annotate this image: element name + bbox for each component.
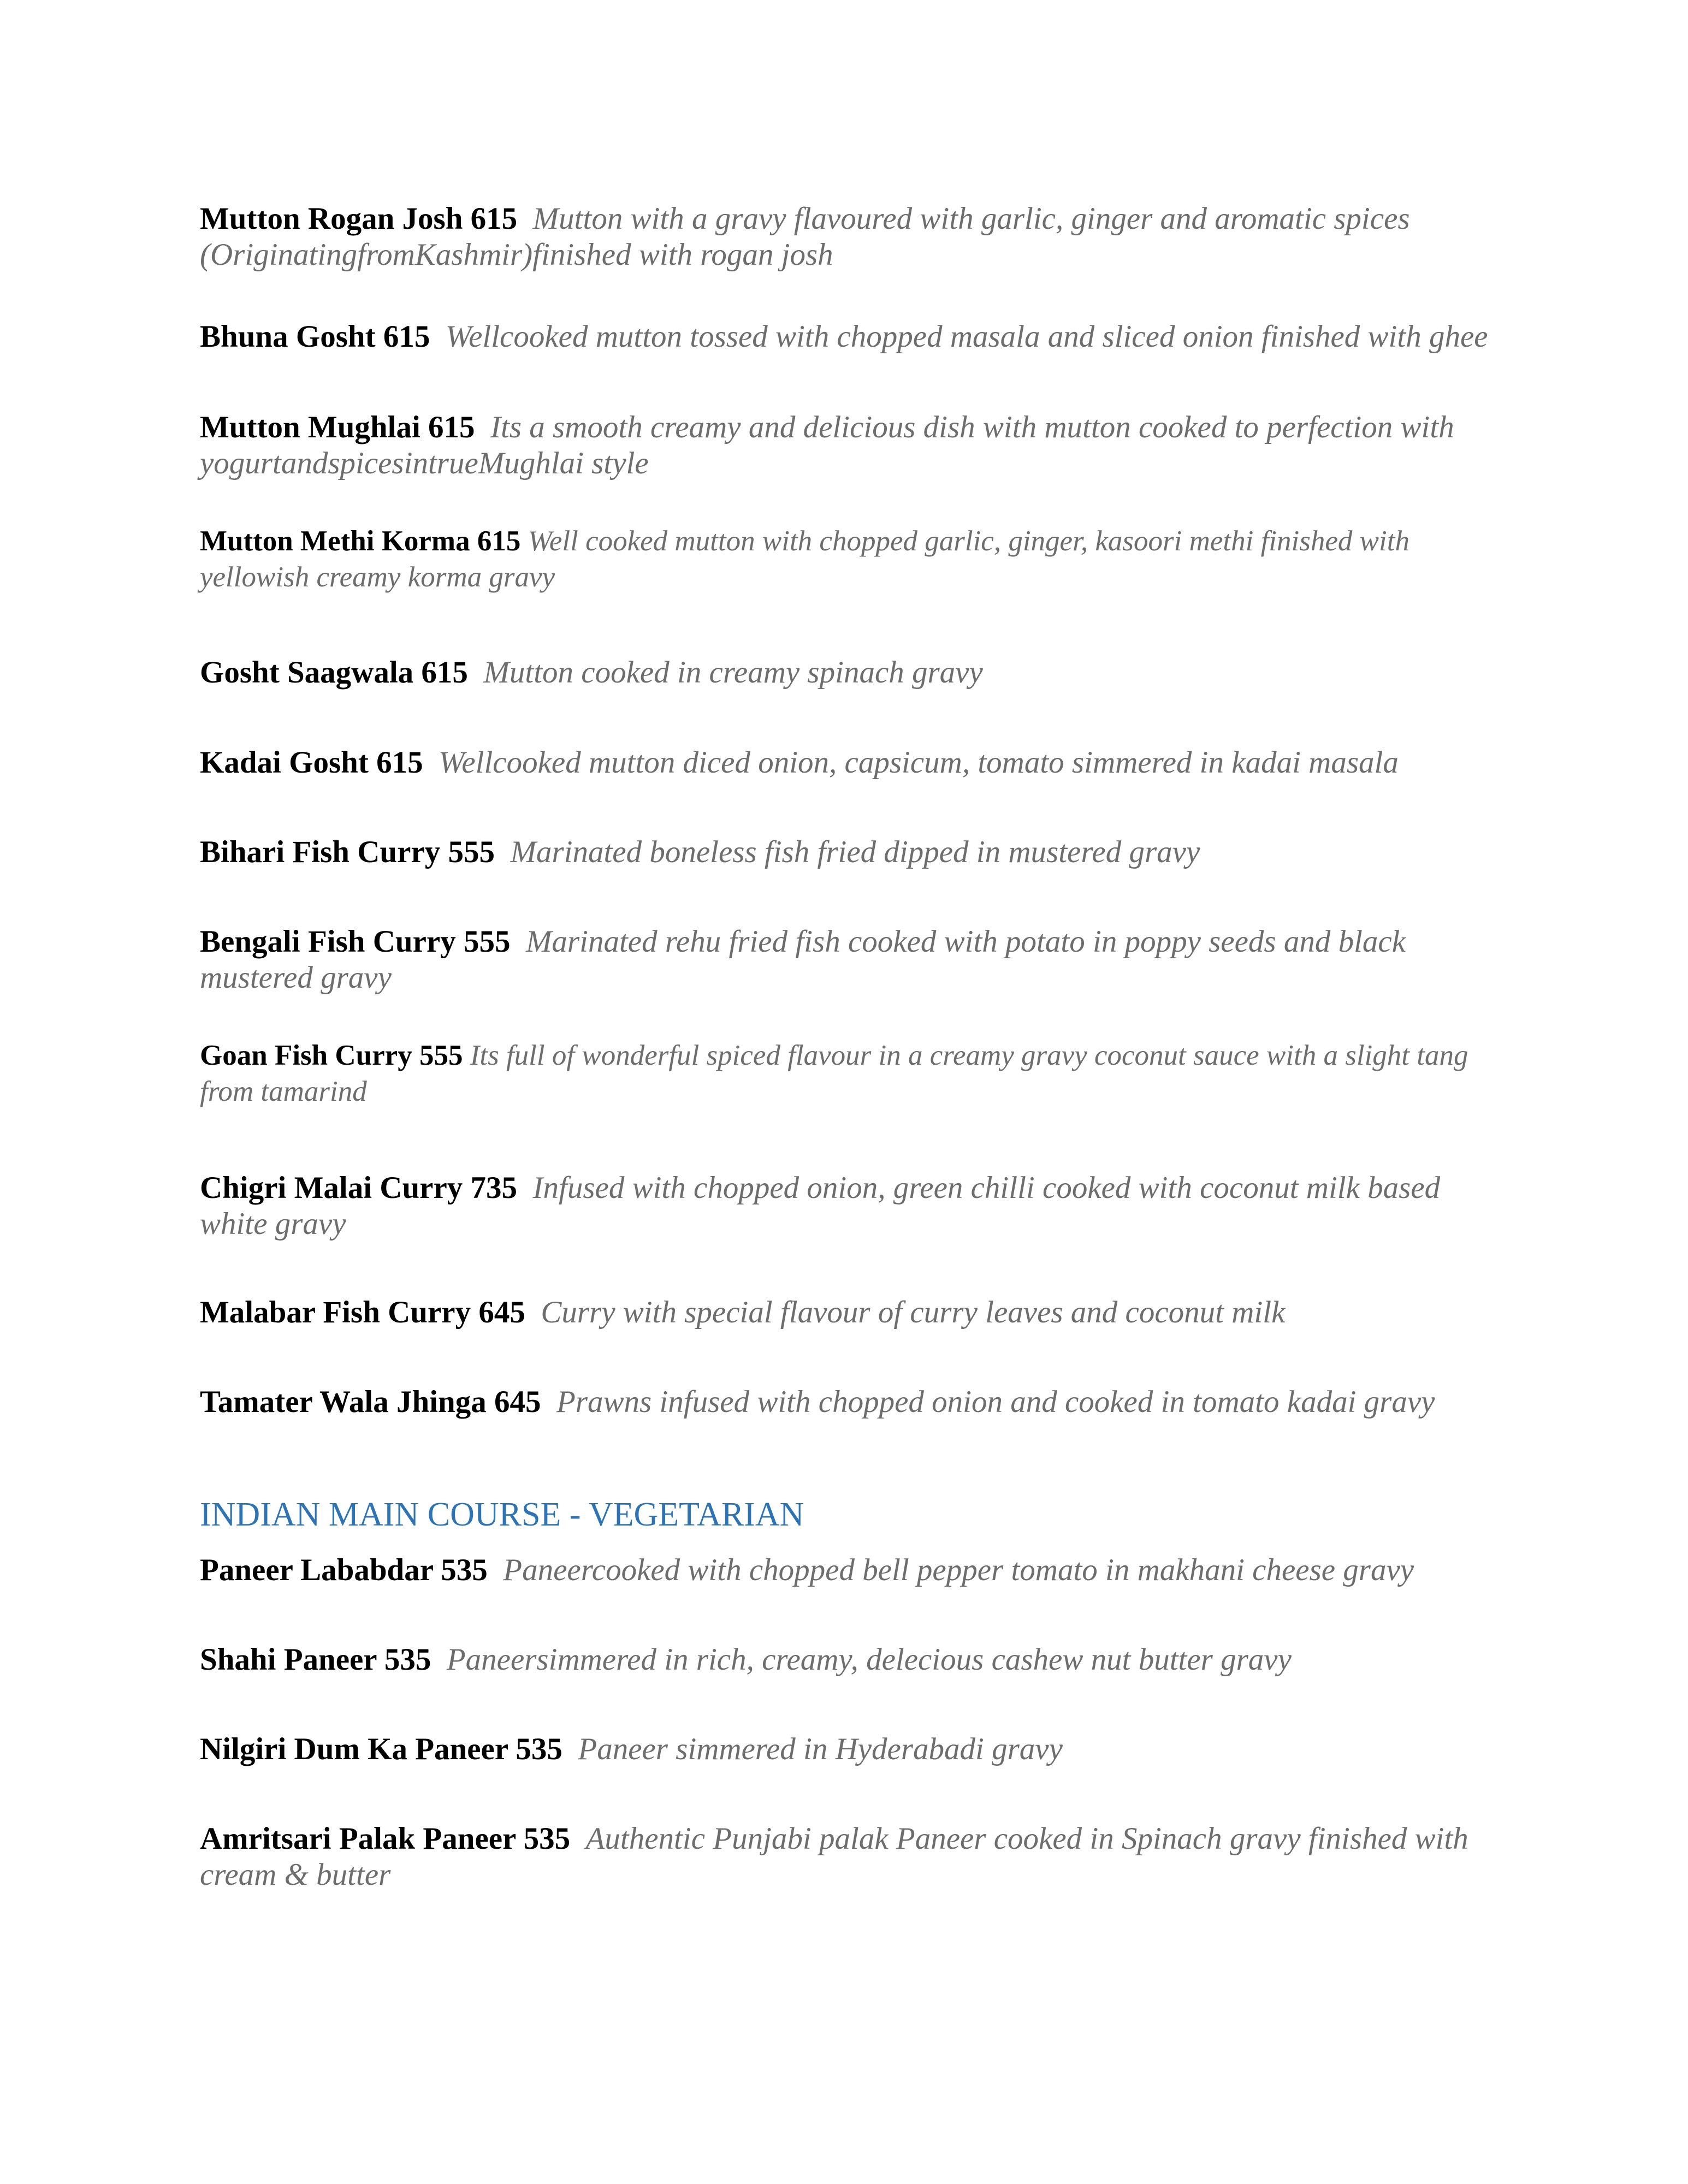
dish-name: Shahi Paneer 535 [200,1642,431,1677]
dish-name: Mutton Rogan Josh 615 [200,201,518,236]
dish-description: Infused with chopped onion, green chilli cooked with coconut milk based white gravy [200,1171,1441,1241]
dish-description: Marinated boneless fish fried dipped in mustered gravy [510,835,1200,869]
dish-description: Paneercooked with chopped bell pepper tomato in makhani cheese gravy [503,1553,1414,1587]
dish-description: Mutton cooked in creamy spinach gravy [483,655,983,690]
menu-item [200,319,1505,355]
dish-name: Gosht Saagwala 615 [200,655,468,690]
dish-description: Well cooked mutton with chopped garlic, ginger, kasoori methi finished with yellowish creamy korma gravy [200,525,1409,593]
dish-description: Paneer simmered in Hyderabadi gravy [578,1732,1063,1766]
dish-name: Kadai Gosht 615 [200,745,423,780]
menu-item [200,410,1505,482]
dish-name: Malabar Fish Curry 645 [200,1295,525,1330]
menu-item [200,655,1505,691]
menu-item [200,745,1505,781]
dish-name: Bhuna Gosht 615 [200,319,430,354]
dish-name: Chigri Malai Curry 735 [200,1171,518,1205]
menu-item [200,1384,1505,1420]
dish-description: Marinated rehu fried fish cooked with potato in poppy seeds and black mustered gravy [200,924,1406,995]
dish-description: Paneersimmered in rich, creamy, delecious cashew nut butter gravy [446,1642,1292,1677]
dish-description: Wellcooked mutton diced onion, capsicum, tomato simmered in kadai masala [439,745,1399,780]
dish-description: Curry with special flavour of curry leaves and coconut milk [541,1295,1286,1330]
menu-item [200,834,1505,870]
menu-item [200,924,1505,996]
dish-description: Wellcooked mutton tossed with chopped masala and sliced onion finished with ghee [445,319,1488,354]
menu-item [200,1642,1505,1678]
dish-description: Prawns infused with chopped onion and cooked in tomato kadai gravy [556,1385,1435,1419]
menu-item [200,201,1505,273]
dish-name: Tamater Wala Jhinga 645 [200,1385,541,1419]
menu-item [200,1552,1505,1588]
dish-name: Bihari Fish Curry 555 [200,835,495,869]
dish-description: Authentic Punjabi palak Paneer cooked in Spinach gravy finished with cream & butter [200,1821,1468,1892]
dish-name: Bengali Fish Curry 555 [200,924,511,959]
dish-description: Its a smooth creamy and delicious dish with mutton cooked to perfection with yogurtandspicesintrueMughlai style [200,410,1454,480]
menu-item [200,1821,1505,1893]
dish-description: Mutton with a gravy flavoured with garlic, ginger and aromatic spices (OriginatingfromKashmir)finished with rogan josh [200,201,1410,272]
dish-name: Mutton Methi Korma 615 [200,525,521,557]
menu-item [200,1295,1505,1331]
dish-description: Its full of wonderful spiced flavour in a creamy gravy coconut sauce with a slight tang from tamarind [200,1040,1468,1107]
dish-name: Nilgiri Dum Ka Paneer 535 [200,1732,562,1766]
section-heading: INDIAN MAIN COURSE - VEGETARIAN [200,1496,804,1533]
menu-item [200,1731,1505,1767]
dish-name: Mutton Mughlai 615 [200,410,475,444]
dish-name: Paneer Lababdar 535 [200,1553,488,1587]
menu-item [200,1170,1505,1242]
menu-item [200,523,1505,595]
menu-item [200,1037,1505,1109]
dish-name: Goan Fish Curry 555 [200,1040,463,1071]
dish-name: Amritsari Palak Paneer 535 [200,1821,571,1856]
